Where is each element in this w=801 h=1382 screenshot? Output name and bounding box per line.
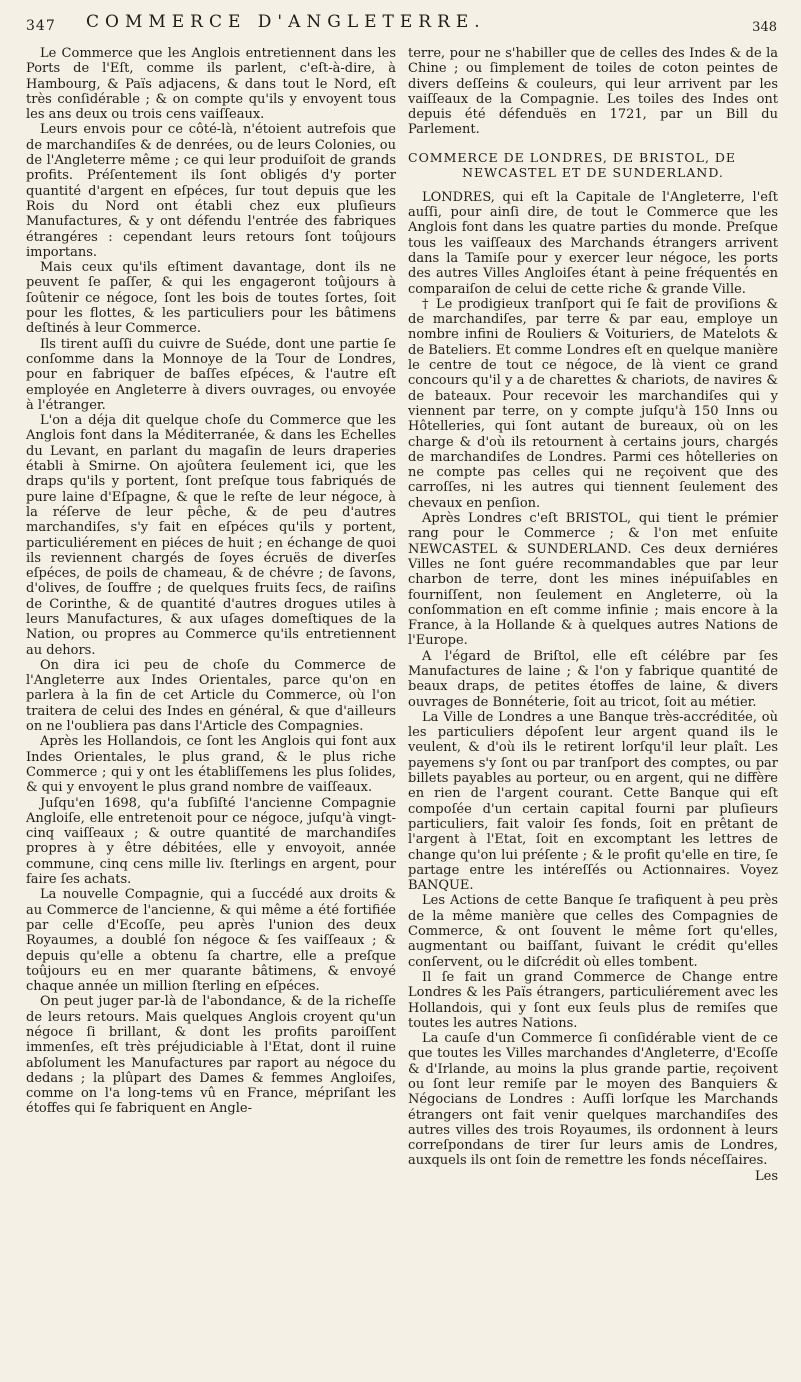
left-column (26, 46, 396, 1117)
section-heading (408, 150, 778, 180)
right-column (408, 46, 778, 1184)
paragraph: † Le prodigieux tranſport qui ſe fait de proviſions & de marchandiſes, par terre & par eau, employe un nombre infini de Rouliers & Voituriers, de Matelots & de Bateliers. Et comme Londres eſt en quelque manière le centre de tout ce négoce, de là vient ce grand concours qu'il y a de charettes & chariots, de navires & de bateaux. Pour recevoir les marchandiſes qui y viennent par terre, on y compte juſqu'à 150 Inns ou Hôtelleries, qui ſont autant de bureaux, où on les charge & d'où ils retournent à certains jours, chargés de marchandiſes de Londres. Parmi ces hôtelleries on ne compte pas celles qui ne reçoivent que des carroſſes, ni les autres qui tiennent ſeulement des chevaux en penſion. (408, 296, 778, 511)
paragraph: Juſqu'en 1698, qu'a ſubſiſté l'ancienne Compagnie Angloiſe, elle entretenoit pour ce négoce, juſqu'à vingt-cinq vaiſſeaux ; & outre quantité de marchandiſes propres à y être débitées, elle y envoyoit, année commune, cinq cens mille liv. ſterlings en argent, pour faire ſes achats. (26, 795, 396, 888)
paragraph: Après Londres c'eſt BRISTOL, qui tient le prémier rang pour le Commerce ; & l'on met enſuite NEWCASTEL & SUNDERLAND. Ces deux derniéres Villes ne ſont guére recommandables que par leur charbon de terre, dont les mines inépuiſables en fourniſſent, non ſeulement en Angleterre, où la conſommation en eſt comme infinie ; mais encore à la France, à la Hollande & à quelques autres Nations de l'Europe. (408, 511, 778, 649)
paragraph: La Ville de Londres a une Banque très-accréditée, où les particuliers dépoſent leur argent quand ils le veulent, & d'où ils le retirent lorſqu'il leur plaît. Les payemens s'y ſont ou par tranſport des comptes, ou par billets payables au porteur, ou en argent, qui ne diffère en rien de l'argent courant. Cette Banque qui eſt compoſée d'un certain capital fourni par pluſieurs particuliers, fait valoir ſes fonds, ſoit en prêtant de l'argent à l'Etat, ſoit en excomptant les lettres de change qu'on lui préſente ; & le profit qu'elle en tire, ſe partage entre les intéreſſés ou Actionnaires. Voyez BANQUE. (408, 709, 778, 894)
paragraph: La nouvelle Compagnie, qui a ſuccédé aux droits & au Commerce de l'ancienne, & qui même a été fortifiée par celle d'Ecoſſe, peu après l'union des deux Royaumes, a doublé ſon négoce & ſes vaiſſeaux ; & depuis qu'elle a obtenu ſa chartre, elle a preſque toûjours eu en mer quarante bâtimens, & envoyé chaque année un million ſterling en eſpéces. (26, 887, 396, 995)
paragraph: Il ſe fait un grand Commerce de Change entre Londres & les Païs étrangers, particuliérement avec les Hollandois, qui y ſont eux ſeuls plus de remiſes que toutes les autres Nations. (408, 969, 778, 1031)
paragraph: terre, pour ne s'habiller que de celles des Indes & de la Chine ; ou ſimplement de toiles de coton peintes de divers deſſeins & couleurs, qui leur arrivent par les vaiſſeaux de la Compagnie. Les toiles des Indes ont depuis été défenduës en 1721, par un Bill du Parlement. (408, 46, 778, 138)
paragraph: Ils tirent auſſi du cuivre de Suéde, dont une partie ſe conſomme dans la Monnoye de la Tour de Londres, pour en fabriquer de baſſes eſpéces, & l'autre eſt employée en Angleterre à divers ouvrages, ou envoyée à l'étranger. (26, 336, 396, 413)
paragraph: Leurs envois pour ce côté-là, n'étoient autrefois que de marchandiſes & de denrées, ou de leurs Colonies, ou de l'Angleterre même ; ce qui leur produiſoit de grands profits. Préſentement ils ſont obligés d'y porter quantité d'argent en eſpéces, ſur tout depuis que les Rois du Nord ont établi chez eux pluſieurs Manufactures, & y ont défendu l'entrée des fabriques étrangéres : cependant leurs retours ſont toûjours importans. (26, 122, 396, 260)
page-header (0, 8, 801, 42)
paragraph: L'on a déja dit quelque choſe du Commerce que les Anglois font dans la Méditerranée, & dans les Echelles du Levant, en parlant du magaſin de leurs draperies établi à Smirne. On ajoûtera ſeulement ici, que les draps qu'ils y portent, ſont preſque tous fabriqués de pure laine d'Eſpagne, & que le reſte de leur négoce, à la réſerve de leur pêche, & de peu d'autres marchandiſes, s'y fait en eſpéces qu'ils y portent, particuliérement en piéces de huit ; en échange de quoi ils reviennent chargés de ſoyes écruës de diverſes eſpéces, de poils de chameau, & de chévre ; de ſavons, d'olives, de ſouffre ; de quelques fruits ſecs, de raiſins de Corinthe, & de quantité d'autres drogues utiles à leurs Manufactures, & aux uſages domeſtiques de la Nation, ou propres au Commerce qu'ils entretiennent au dehors. (26, 413, 396, 658)
paragraph: Après les Hollandois, ce ſont les Anglois qui font aux Indes Orientales, le plus grand, & le plus riche Commerce ; qui y ont les établiſſemens les plus ſolides, & qui y envoyent le plus grand nombre de vaiſſeaux. (26, 734, 396, 796)
left-page-number: 347 (26, 18, 56, 34)
right-page-number: 348 (752, 20, 777, 35)
running-title: COMMERCE D'ANGLETERRE. (86, 12, 486, 32)
paragraph: Les Actions de cette Banque ſe trafiquent à peu près de la même manière que celles des Compagnies de Commerce, & ont ſouvent le même ſort qu'elles, augmentant ou baiſſant, ſuivant le crédit qu'elles conſervent, ou le diſcrédit où elles tombent. (408, 893, 778, 970)
section-heading-line1: COMMERCE DE LONDRES, DE BRISTOL, DE (408, 149, 737, 165)
paragraph: On peut juger par-là de l'abondance, & de la richeſſe de leurs retours. Mais quelques Anglois croyent qu'un négoce ſi brillant, & dont les profits paroiſſent immenſes, eſt très préjudiciable à l'Etat, dont il ruine abſolument les Manufactures par raport au négoce du dedans ; la plûpart des Dames & femmes Angloiſes, comme on l'a long-tems vû en France, mépriſant les étoffes qui ſe fabriquent en Angle- (26, 994, 396, 1117)
paragraph: Le Commerce que les Anglois entretiennent dans les Ports de l'Eſt, comme ils parlent, c'eſt-à-dire, à Hambourg, & Païs adjacens, & dans tout le Nord, eſt très conſidérable ; & on compte qu'ils y envoyent tous les ans deux ou trois cens vaiſſeaux. (26, 46, 396, 123)
section-heading-line2: NEWCASTEL ET DE SUNDERLAND. (462, 164, 724, 180)
paragraph: La cauſe d'un Commerce ſi conſidérable vient de ce que toutes les Villes marchandes d'Angleterre, d'Ecoſſe & d'Irlande, au moins la plus grande partie, reçoivent ou ſont leur remiſe par le moyen des Banquiers & Négocians de Londres : Auſſi lorſque les Marchands étrangers ont fait venir quelques marchandiſes des autres villes des trois Royaumes, ils ordonnent à leurs correſpondans de tirer ſur leurs amis de Londres, auxquels ils ont ſoin de remettre les fonds néceſſaires. (408, 1031, 778, 1169)
catchword: Les (755, 1168, 778, 1184)
paragraph: Mais ceux qu'ils eſtiment davantage, dont ils ne peuvent ſe paſſer, & qui les engageront toûjours à ſoûtenir ce négoce, ſont les bois de toutes ſortes, ſoit pour les flottes, & les particuliers pour les bâtimens deſtinés à leur Commerce. (26, 260, 396, 337)
paragraph: On dira ici peu de choſe du Commerce de l'Angleterre aux Indes Orientales, parce qu'on en parlera à la fin de cet Article du Commerce, où l'on traitera de celui des Indes en général, & que d'ailleurs on ne l'oubliera pas dans l'Article des Compagnies. (26, 657, 396, 735)
paragraph: LONDRES, qui eſt la Capitale de l'Angleterre, l'eſt auſſi, pour ainſi dire, de tout le Commerce que les Anglois font dans les quatre parties du monde. Preſque tous les vaiſſeaux des Marchands étrangers arrivent dans la Tamiſe pour y exercer leur négoce, les ports des autres Villes Angloiſes étant à peine fréquentés en comparaiſon de celui de cette riche & grande Ville. (408, 189, 778, 297)
paragraph: A l'égard de Briſtol, elle eſt célébre par ſes Manufactures de laine ; & l'on y fabrique quantité de beaux draps, de petites étoffes de laine, & divers ouvrages de Bonnéterie, ſoit au tricot, ſoit au métier. (408, 648, 778, 710)
